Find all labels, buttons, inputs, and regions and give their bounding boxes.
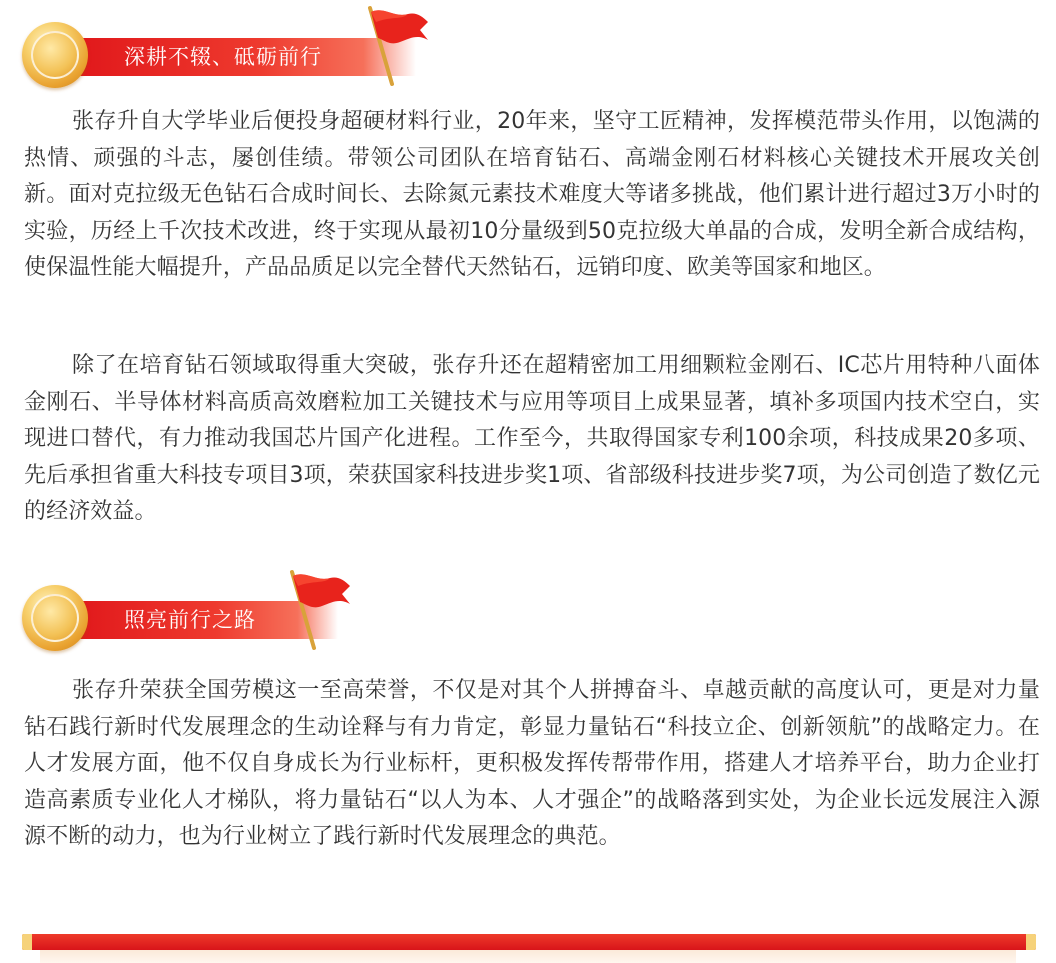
- bottom-fade: [40, 950, 1016, 963]
- red-flag-icon: [284, 568, 354, 650]
- paragraph: 除了在培育钻石领域取得重大突破，张存升还在超精密加工用细颗粒金刚石、IC芯片用特种八面体金刚石、半导体材料高质高效磨粒加工关键技术与应用等项目上成果显著，填补多项国内技术空白，实现进口替代，有力推动我国芯片国产化进程。工作至今，共取得国家专利100余项，科技成果20多项、先后承担省重大科技专项目3项，荣获国家科技进步奖1项、省部级科技进步奖7项，为公司创造了数亿元的经济效益。: [24, 353, 1040, 524]
- section-heading-1: 深耕不辍、砥砺前行: [124, 45, 322, 69]
- red-flag-icon: [362, 4, 432, 86]
- section-header-2: [22, 585, 442, 655]
- medal-icon: [22, 22, 88, 88]
- medal-icon: [22, 585, 88, 651]
- section-heading-2: 照亮前行之路: [124, 608, 256, 632]
- paragraph: 张存升自大学毕业后便投身超硬材料行业，20年来，坚守工匠精神，发挥模范带头作用，以饱满的热情、顽强的斗志，屡创佳绩。带领公司团队在培育钻石、高端金刚石材料核心关键技术开展攻关创新。面对克拉级无色钻石合成时间长、去除氮元素技术难度大等诸多挑战，他们累计进行超过3万小时的实验，历经上千次技术改进，终于实现从最初10分量级到50克拉级大单晶的合成，发明全新合成结构，使保温性能大幅提升，产品品质足以完全替代天然钻石，远销印度、欧美等国家和地区。: [24, 109, 1040, 280]
- paragraph: 张存升荣获全国劳模这一至高荣誉，不仅是对其个人拼搏奋斗、卓越贡献的高度认可，更是对力量钻石践行新时代发展理念的生动诠释与有力肯定，彰显力量钻石“科技立企、创新领航”的战略定力。在人才发展方面，他不仅自身成长为行业标杆，更积极发挥传帮带作用，搭建人才培养平台，助力企业打造高素质专业化人才梯队，将力量钻石“以人为本、人才强企”的战略落到实处，为企业长远发展注入源源不断的动力，也为行业树立了践行新时代发展理念的典范。: [24, 678, 1040, 849]
- bottom-divider: [22, 934, 1036, 950]
